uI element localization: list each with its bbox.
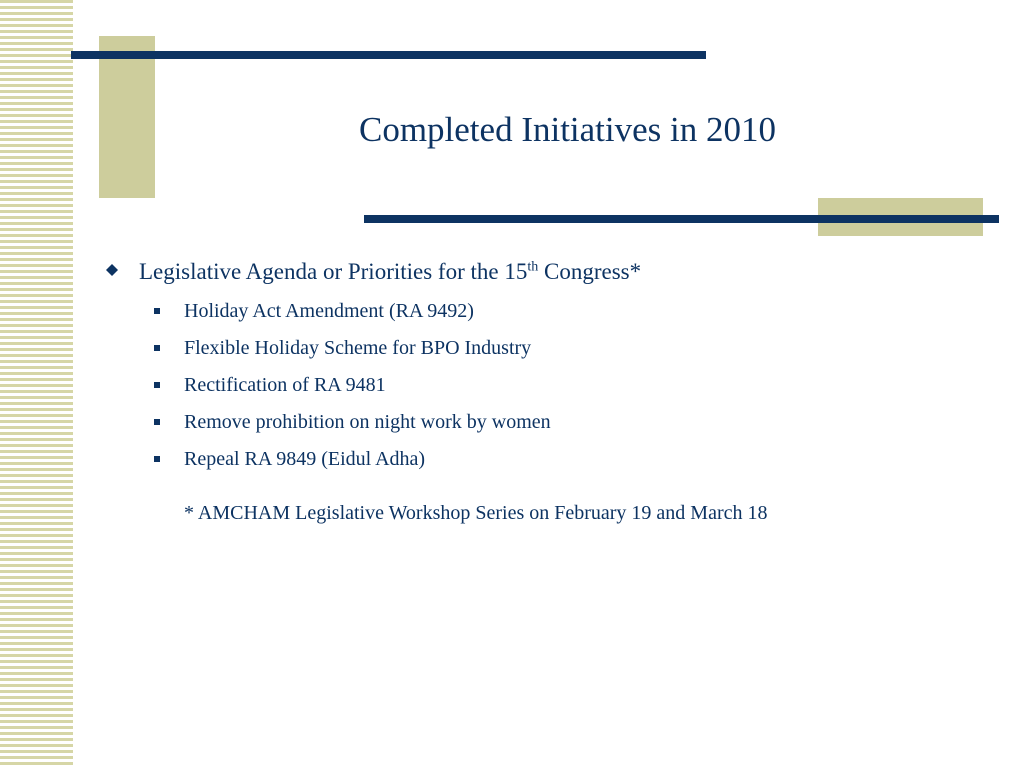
sub-bullet-list [104,293,984,478]
title-rule-bottom [364,215,999,223]
list-item [104,367,984,404]
list-item-label: Repeal RA 9849 (Eidul Adha) [184,448,426,470]
slide-title: Completed Initiatives in 2010 [358,110,777,149]
main-bullet-text-suffix: Congress* [538,259,642,284]
square-bullet-icon [154,419,160,425]
list-item [104,441,984,478]
title-rule-top [71,51,706,59]
list-item [104,404,984,441]
diamond-bullet-icon [106,264,118,276]
list-item-label: Rectification of RA 9481 [184,374,386,396]
square-bullet-icon [154,345,160,351]
list-item-label: Holiday Act Amendment (RA 9492) [184,300,474,322]
square-bullet-icon [154,308,160,314]
decorative-stripe-band [0,0,73,768]
list-item-label: Remove prohibition on night work by women [184,411,551,433]
accent-block-top [99,36,155,198]
main-bullet-superscript: th [527,259,539,275]
slide-content [104,255,984,528]
main-bullet-text: Legislative Agenda or Priorities for the 15 [139,259,528,284]
list-item [104,330,984,367]
square-bullet-icon [154,456,160,462]
main-bullet-item [104,255,984,289]
square-bullet-icon [154,382,160,388]
footnote: * AMCHAM Legislative Workshop Series on February 19 and March 18 [184,502,768,524]
list-item-label: Flexible Holiday Scheme for BPO Industry [184,337,532,359]
list-item [104,293,984,330]
